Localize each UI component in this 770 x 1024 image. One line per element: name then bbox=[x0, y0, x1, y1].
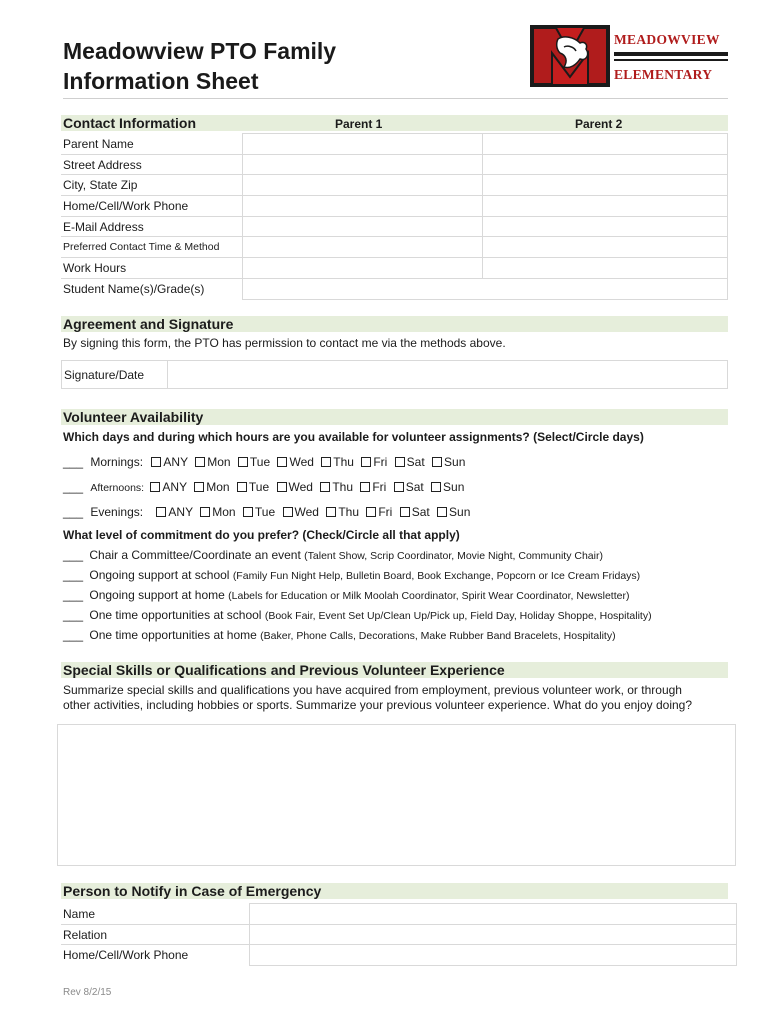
day-label: Tue bbox=[248, 480, 270, 494]
emergency-section-header bbox=[61, 883, 728, 899]
checkbox[interactable] bbox=[243, 507, 253, 517]
table-row bbox=[61, 196, 728, 217]
row-label: Work Hours bbox=[61, 258, 243, 279]
time-label: Mornings: bbox=[90, 455, 144, 469]
checkbox[interactable] bbox=[200, 507, 210, 517]
logo-text-meadowview: MEADOWVIEW bbox=[614, 32, 720, 47]
checkbox[interactable] bbox=[277, 457, 287, 467]
day-label: Wed bbox=[289, 455, 314, 469]
commitment-option bbox=[63, 608, 652, 622]
checkbox[interactable] bbox=[194, 482, 204, 492]
blank-line[interactable]: ___ bbox=[63, 548, 84, 562]
row-label: Preferred Contact Time & Method bbox=[61, 237, 243, 258]
mornings-row bbox=[63, 455, 465, 469]
parent-1-street-field[interactable] bbox=[243, 154, 483, 175]
parent-1-work-hours-field[interactable] bbox=[243, 258, 483, 279]
blank-line[interactable]: ___ bbox=[63, 505, 84, 519]
commitment-main: Ongoing support at home bbox=[89, 588, 225, 602]
day-label: Sun bbox=[449, 505, 471, 519]
day-label: Fri bbox=[372, 480, 387, 494]
table-row bbox=[61, 945, 737, 966]
parent-2-work-hours-field[interactable] bbox=[483, 258, 728, 279]
row-label: Student Name(s)/Grade(s) bbox=[61, 278, 243, 299]
parent-1-heading: Parent 1 bbox=[335, 117, 383, 131]
student-names-field[interactable] bbox=[243, 278, 728, 299]
blank-line[interactable]: ___ bbox=[63, 568, 84, 582]
skills-section bbox=[61, 662, 728, 713]
day-label: Mon bbox=[212, 505, 236, 519]
commitment-detail: (Talent Show, Scrip Coordinator, Movie Night, Community Chair) bbox=[304, 550, 603, 562]
checkbox[interactable] bbox=[395, 457, 405, 467]
mustang-m-icon bbox=[530, 25, 610, 87]
commitment-option bbox=[63, 568, 640, 582]
skills-section-header bbox=[61, 662, 728, 678]
table-row bbox=[61, 216, 728, 237]
table-row bbox=[61, 278, 728, 299]
school-logo bbox=[530, 25, 728, 87]
table-row bbox=[62, 361, 728, 389]
row-label: Street Address bbox=[61, 154, 243, 175]
agreement-section bbox=[61, 316, 728, 389]
day-label: Mon bbox=[207, 455, 231, 469]
table-row bbox=[61, 134, 728, 155]
logo-text-elementary: ELEMENTARY bbox=[614, 67, 713, 82]
signature-table bbox=[61, 360, 728, 389]
parent-2-contact-time-field[interactable] bbox=[483, 237, 728, 258]
emergency-relation-field[interactable] bbox=[250, 924, 737, 945]
commitment-option bbox=[63, 588, 629, 602]
checkbox[interactable] bbox=[361, 457, 371, 467]
agreement-heading: Agreement and Signature bbox=[63, 316, 234, 332]
row-label: Relation bbox=[61, 924, 250, 945]
checkbox[interactable] bbox=[366, 507, 376, 517]
row-label: City, State Zip bbox=[61, 175, 243, 196]
blank-line[interactable]: ___ bbox=[63, 588, 84, 602]
checkbox[interactable] bbox=[156, 507, 166, 517]
commitment-detail: (Labels for Education or Milk Moolah Coordinator, Spirit Wear Coordinator, Newsletter) bbox=[228, 590, 630, 602]
availability-question: Which days and during which hours are you available for volunteer assignments? (Select/Circle days) bbox=[63, 430, 644, 444]
table-row bbox=[61, 258, 728, 279]
day-label: Thu bbox=[332, 480, 353, 494]
header-divider bbox=[63, 98, 728, 99]
day-label: ANY bbox=[168, 505, 193, 519]
revision-label: Rev 8/2/15 bbox=[63, 987, 112, 998]
parent-1-city-field[interactable] bbox=[243, 175, 483, 196]
page-title bbox=[63, 36, 336, 96]
checkbox[interactable] bbox=[400, 507, 410, 517]
checkbox[interactable] bbox=[195, 457, 205, 467]
day-label: ANY bbox=[163, 455, 188, 469]
commitment-main: Ongoing support at school bbox=[89, 568, 230, 582]
day-label: Tue bbox=[254, 505, 276, 519]
blank-line[interactable]: ___ bbox=[63, 608, 84, 622]
row-label: Home/Cell/Work Phone bbox=[61, 196, 243, 217]
commitment-question: What level of commitment do you prefer? (Check/Circle all that apply) bbox=[63, 528, 460, 542]
skills-textarea[interactable] bbox=[57, 724, 736, 866]
checkbox[interactable] bbox=[150, 482, 160, 492]
volunteer-section-header bbox=[61, 409, 728, 425]
blank-line[interactable]: ___ bbox=[63, 628, 84, 642]
checkbox[interactable] bbox=[320, 482, 330, 492]
agreement-text: By signing this form, the PTO has permission to contact me via the methods above. bbox=[63, 336, 506, 350]
logo-divider bbox=[614, 52, 728, 56]
row-label: E-Mail Address bbox=[61, 216, 243, 237]
commitment-main: One time opportunities at home bbox=[89, 628, 257, 642]
emergency-phone-field[interactable] bbox=[250, 945, 737, 966]
checkbox[interactable] bbox=[432, 457, 442, 467]
parent-2-heading: Parent 2 bbox=[575, 117, 623, 131]
row-label: Name bbox=[61, 904, 250, 925]
contact-section bbox=[61, 115, 728, 300]
row-label: Home/Cell/Work Phone bbox=[61, 945, 250, 966]
day-label: Sun bbox=[444, 455, 466, 469]
parent-1-email-field[interactable] bbox=[243, 216, 483, 237]
time-label: Evenings: bbox=[90, 505, 144, 519]
checkbox[interactable] bbox=[437, 507, 447, 517]
commitment-option bbox=[63, 628, 616, 642]
commitment-detail: (Family Fun Night Help, Bulletin Board, Book Exchange, Popcorn or Ice Cream Fridays) bbox=[232, 570, 641, 582]
day-label: ANY bbox=[162, 480, 187, 494]
row-label: Parent Name bbox=[61, 134, 243, 155]
signature-label: Signature/Date bbox=[62, 361, 168, 389]
skills-text-line-2: other activities, including hobbies or sports. Summarize your previous volunteer experience. What do you enjoy doing? bbox=[63, 698, 693, 712]
emergency-section bbox=[61, 883, 728, 966]
parent-1-phone-field[interactable] bbox=[243, 196, 483, 217]
blank-line[interactable]: ___ bbox=[63, 455, 84, 469]
emergency-heading: Person to Notify in Case of Emergency bbox=[63, 883, 322, 899]
commitment-detail: (Baker, Phone Calls, Decorations, Make Rubber Band Bracelets, Hospitality) bbox=[260, 630, 616, 642]
checkbox[interactable] bbox=[237, 482, 247, 492]
contact-heading: Contact Information bbox=[63, 115, 196, 131]
time-label: Afternoons: bbox=[90, 482, 145, 494]
emergency-table bbox=[61, 903, 737, 966]
volunteer-heading: Volunteer Availability bbox=[63, 409, 204, 425]
parent-2-city-field[interactable] bbox=[483, 175, 728, 196]
day-label: Sat bbox=[406, 455, 425, 469]
checkbox[interactable] bbox=[431, 482, 441, 492]
day-label: Wed bbox=[294, 505, 319, 519]
day-label: Fri bbox=[373, 455, 388, 469]
skills-text-line-1: Summarize special skills and qualifications you have acquired from employment, previous volunteer work, or through bbox=[63, 683, 682, 697]
checkbox[interactable] bbox=[277, 482, 287, 492]
parent-2-name-field[interactable] bbox=[483, 134, 728, 155]
day-label: Thu bbox=[338, 505, 359, 519]
blank-line[interactable]: ___ bbox=[63, 480, 84, 494]
checkbox[interactable] bbox=[360, 482, 370, 492]
table-row bbox=[61, 154, 728, 175]
signature-field[interactable] bbox=[167, 361, 727, 389]
table-row bbox=[61, 237, 728, 258]
parent-2-phone-field[interactable] bbox=[483, 196, 728, 217]
table-row bbox=[61, 175, 728, 196]
parent-2-email-field[interactable] bbox=[483, 216, 728, 237]
day-label: Sat bbox=[411, 505, 430, 519]
logo-divider-thin bbox=[614, 59, 728, 61]
day-label: Fri bbox=[378, 505, 393, 519]
emergency-name-field[interactable] bbox=[250, 904, 737, 925]
checkbox[interactable] bbox=[326, 507, 336, 517]
checkbox[interactable] bbox=[283, 507, 293, 517]
day-label: Thu bbox=[333, 455, 354, 469]
checkbox[interactable] bbox=[321, 457, 331, 467]
table-row bbox=[61, 904, 737, 925]
day-label: Wed bbox=[288, 480, 313, 494]
parent-2-street-field[interactable] bbox=[483, 154, 728, 175]
day-label: Sat bbox=[405, 480, 424, 494]
commitment-main: One time opportunities at school bbox=[89, 608, 262, 622]
checkbox[interactable] bbox=[238, 457, 248, 467]
day-label: Sun bbox=[443, 480, 465, 494]
day-label: Tue bbox=[249, 455, 271, 469]
commitment-detail: (Book Fair, Event Set Up/Clean Up/Pick up, Field Day, Holiday Shoppe, Hospitality) bbox=[264, 610, 652, 622]
evenings-row bbox=[63, 505, 470, 519]
table-row bbox=[61, 924, 737, 945]
skills-heading: Special Skills or Qualifications and Previous Volunteer Experience bbox=[63, 662, 505, 678]
commitment-main: Chair a Committee/Coordinate an event bbox=[89, 548, 301, 562]
checkbox[interactable] bbox=[394, 482, 404, 492]
checkbox[interactable] bbox=[151, 457, 161, 467]
day-label: Mon bbox=[206, 480, 230, 494]
volunteer-section bbox=[61, 409, 728, 445]
contact-table bbox=[61, 133, 728, 300]
title-line-2: Information Sheet bbox=[63, 68, 259, 94]
agreement-section-header bbox=[61, 316, 728, 332]
afternoons-row bbox=[63, 480, 464, 494]
commitment-option bbox=[63, 548, 603, 562]
title-line-1: Meadowview PTO Family bbox=[63, 38, 337, 64]
contact-section-header bbox=[61, 115, 728, 131]
parent-1-contact-time-field[interactable] bbox=[243, 237, 483, 258]
parent-1-name-field[interactable] bbox=[243, 134, 483, 155]
